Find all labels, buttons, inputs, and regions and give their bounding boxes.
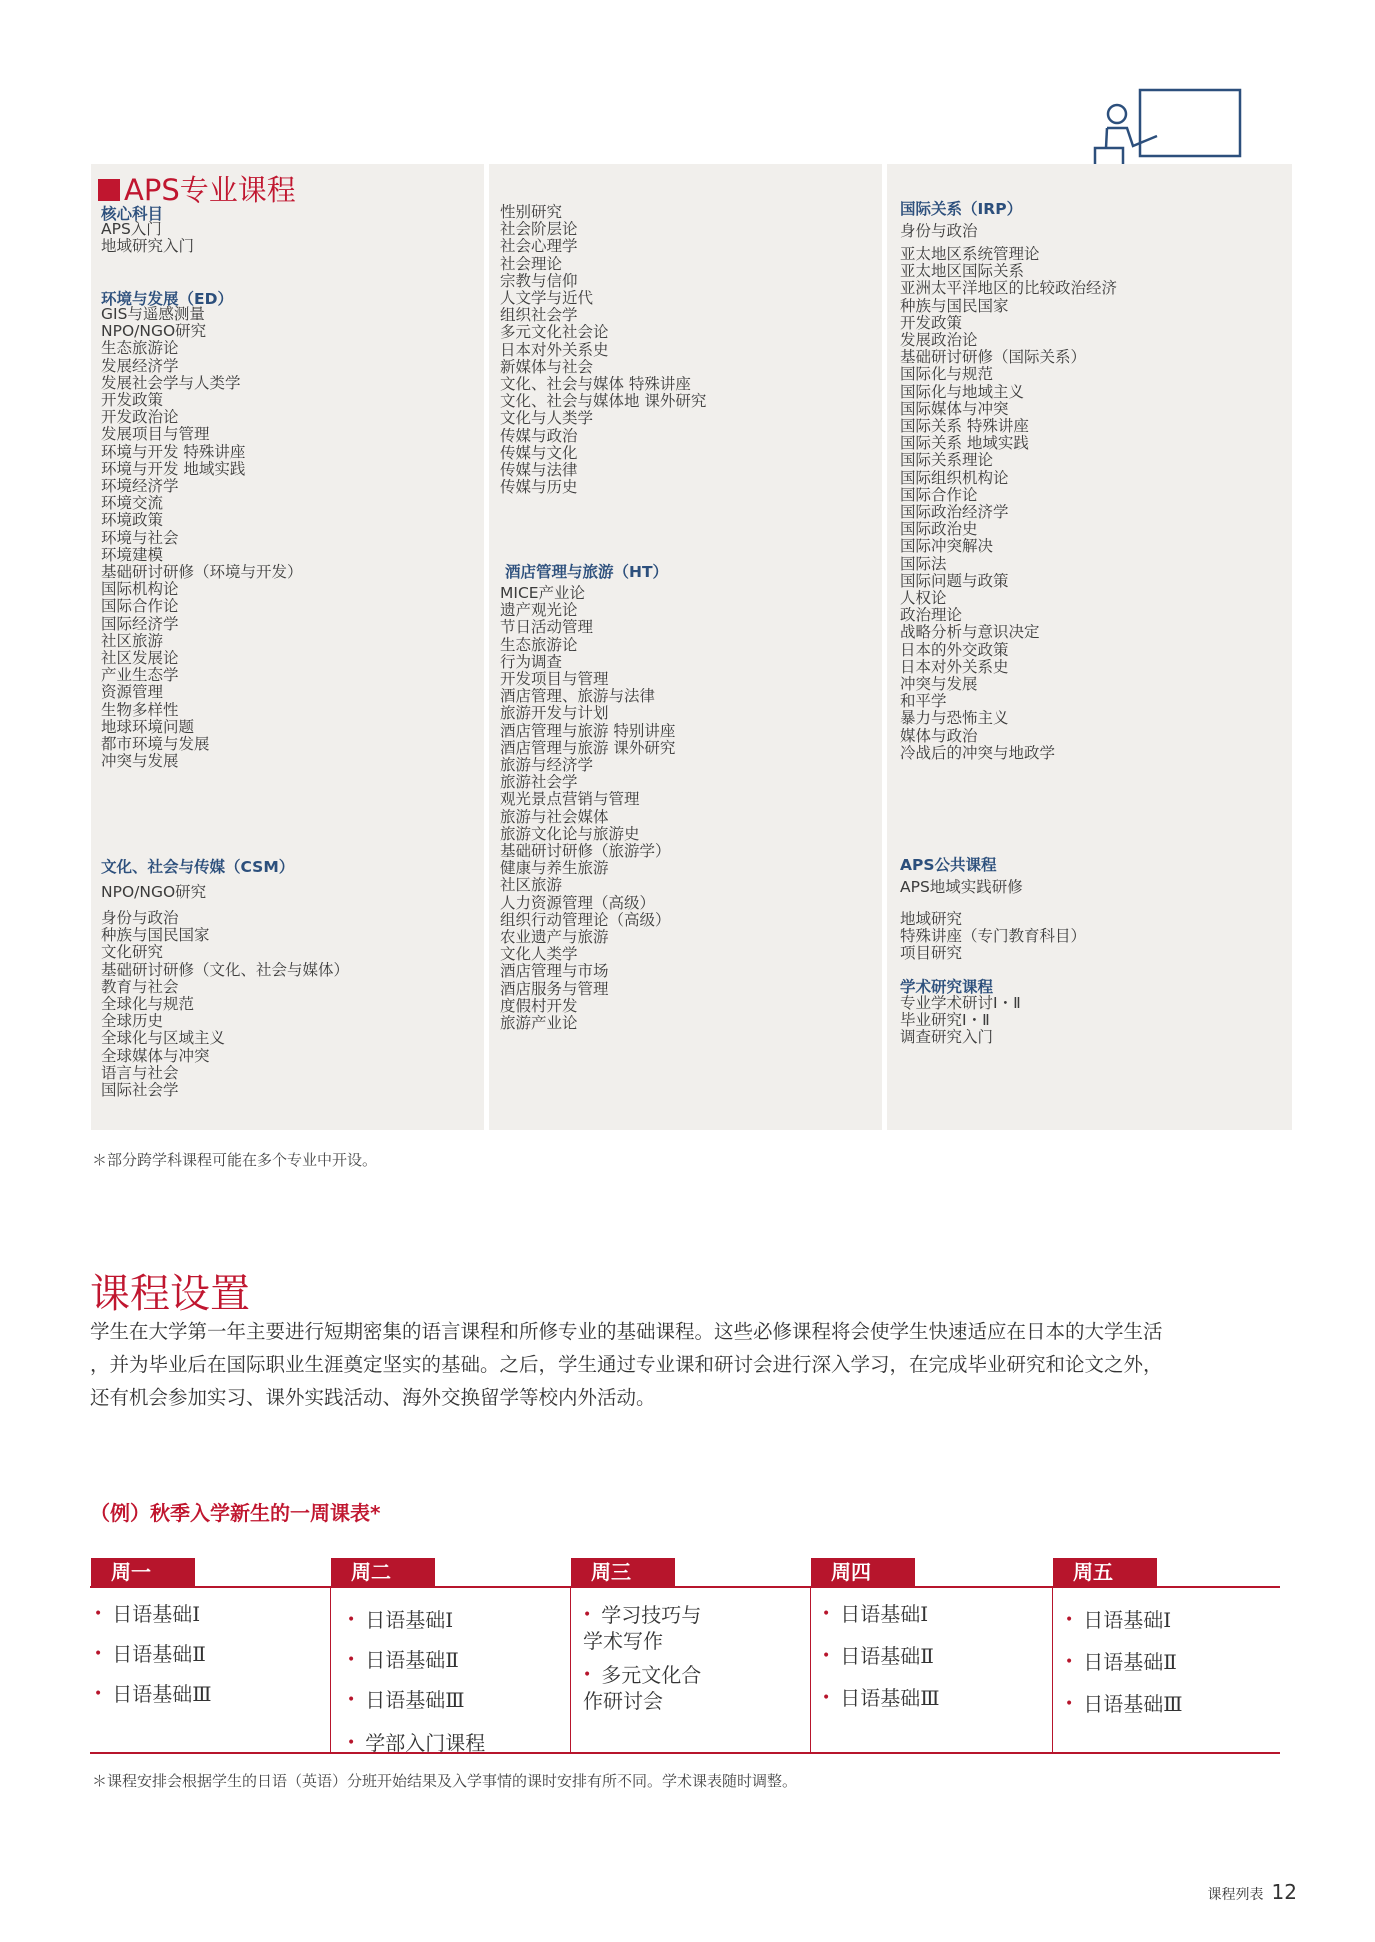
list-item: 社会心理学 [500,237,578,256]
timetable-title: （例）秋季入学新生的一周课表* [90,1501,381,1525]
list-item: 种族与国民国家 [900,296,1009,315]
list-item: 国际化与地域主义 [900,382,1025,401]
day-tab-thu: 周四 [811,1558,915,1586]
list-item: 特殊讲座（专门教育科目） [900,927,1087,946]
day-divider [1052,1588,1053,1753]
timetable-entry: • 日语基础Ⅲ [347,1688,465,1712]
list-item: 全球化与区域主义 [101,1029,226,1048]
list-item: 人力资源管理（高级） [500,893,656,912]
day-divider [570,1588,571,1753]
list-item: 地域研究入门 [101,237,195,256]
list-item: 农业遗产与旅游 [500,928,609,947]
list-item: 国际媒体与冲突 [900,399,1009,418]
list-item: 旅游产业论 [500,1014,578,1033]
list-item: 日本对外关系史 [900,657,1009,676]
list-item: 亚太地区国际关系 [900,262,1025,281]
common-heading: APS公共课程 [900,856,997,874]
irp-heading: 国际关系（IRP） [900,200,1023,218]
list-item: 多元文化社会论 [500,323,609,342]
list-item: 生态旅游论 [101,339,179,358]
paragraph-line: 还有机会参加实习、课外实践活动、海外交换留学等校内外活动。 [90,1386,656,1409]
list-item: 开发政策 [900,313,963,332]
list-item: 社区旅游 [500,876,563,895]
list-item: 地域研究 [900,910,963,928]
list-item: 基础研讨研修（旅游学） [500,842,671,861]
footer-label: 课程列表 [1207,1887,1264,1903]
page-footer [1208,1880,1297,1904]
irp-lead [900,223,978,240]
list-item: 旅游开发与计划 [500,704,609,723]
list-item: 人权论 [900,589,947,608]
list-item: 旅游文化论与旅游史 [500,824,640,843]
list-item: 国际法 [900,554,947,573]
list-item: APS入门 [101,220,162,238]
list-item: 社会阶层论 [500,220,578,239]
list-item: 专业学术研讨Ⅰ・Ⅱ [900,994,1021,1012]
section-title: 课程设置 [90,1271,250,1317]
list-item: 亚太地区系统管理论 [900,245,1040,263]
core-subjects-list [101,221,194,255]
list-item: 亚洲太平洋地区的比较政治经济 [900,279,1118,298]
list-item: 组织行动管理论（高级） [500,910,671,929]
timetable-entry: • 多元文化合 作研讨会 [583,1663,702,1713]
list-item: 度假村开发 [500,996,578,1015]
list-item: 酒店管理与市场 [500,962,609,981]
list-item: GIS与遥感测量 [101,305,205,323]
list-item: 冲突与发展 [101,752,179,771]
list-item: 环境与开发 地域实践 [101,459,246,478]
list-item: 全球历史 [101,1012,164,1031]
paragraph-line: 学生在大学第一年主要进行短期密集的语言课程和所修专业的基础课程。这些必修课程将会使学生快速适应在日本的大学生活 [90,1320,1163,1343]
list-item: 酒店服务与管理 [500,979,609,998]
list-item: 环境与社会 [101,528,179,547]
aps-courses-title: APS专业课程 [98,168,296,209]
list-item: 媒体与政治 [900,726,978,745]
list-item: 传媒与政治 [500,426,578,445]
list-item: 遗产观光论 [500,601,578,620]
timetable-entry: • 日语基础Ⅰ [94,1602,201,1626]
list-item: 语言与社会 [101,1063,179,1082]
list-item: MICE产业论 [500,584,586,602]
timetable-top-rule [90,1586,1280,1588]
list-item: 基础研讨研修（国际关系） [900,348,1087,367]
list-item: 战略分析与意识决定 [900,623,1040,642]
timetable-entry: • 日语基础Ⅰ [347,1608,454,1632]
list-item: 文化与人类学 [500,409,594,428]
ht-heading: 酒店管理与旅游（HT） [505,563,669,581]
list-item: 宗教与信仰 [500,271,578,290]
list-item: 节日活动管理 [500,618,594,637]
list-item: 发展社会学与人类学 [101,373,241,392]
timetable-entry: • 学习技巧与 学术写作 [583,1603,702,1653]
list-item: 文化研究 [101,943,164,962]
list-item: 都市环境与发展 [101,735,210,754]
list-item: 国际冲突解决 [900,537,994,556]
academic-list [900,995,1021,1047]
list-item: 国际关系 特殊讲座 [900,417,1029,436]
list-item: 酒店管理与旅游 课外研究 [500,738,676,757]
day-tab-tue: 周二 [331,1558,435,1586]
list-item: 环境交流 [101,494,164,513]
list-item: 性别研究 [500,203,563,221]
csm-list [101,910,349,1099]
list-item: 国际政治史 [900,520,978,539]
list-item: 国际组织机构论 [900,468,1009,487]
list-item: 教育与社会 [101,977,179,996]
list-item: 日本对外关系史 [500,340,609,359]
ht-list [500,585,675,1032]
list-item: 酒店管理与旅游 特别讲座 [500,721,676,740]
list-item: 身份与政治 [900,222,978,240]
day-tab-fri: 周五 [1053,1558,1157,1586]
timetable-entry: • 日语基础Ⅱ [1065,1650,1177,1674]
list-item: 国际关系 地域实践 [900,434,1029,453]
list-item: 政治理论 [900,606,963,625]
list-item: 开发政策 [101,391,164,410]
ed-heading: 环境与发展（ED） [101,290,233,308]
list-item: 国际机构论 [101,580,179,599]
list-item: 地球环境问题 [101,717,195,736]
list-item: 毕业研究Ⅰ・Ⅱ [900,1011,990,1030]
day-divider [330,1588,331,1753]
timetable-entry: • 学部入门课程 [347,1731,486,1755]
list-item: 文化、社会与媒体 特殊讲座 [500,375,691,394]
timetable-note: ＊课程安排会根据学生的日语（英语）分班开始结果及入学事情的课时安排有所不同。学术课表随时调整。 [92,1772,798,1790]
list-item: 文化人类学 [500,945,578,964]
list-item: 国际社会学 [101,1081,179,1100]
list-item: 资源管理 [101,683,164,702]
list-item: 旅游与经济学 [500,756,594,775]
list-item: 社区发展论 [101,649,179,668]
list-item: 国际经济学 [101,614,179,633]
csm-lead [101,884,206,901]
courses-note: ＊部分跨学科课程可能在多个专业中开设。 [92,1151,378,1169]
list-item: 发展项目与管理 [101,425,210,444]
list-item: 冲突与发展 [900,675,978,694]
list-item: 社区旅游 [101,631,164,650]
timetable-entry: • 日语基础Ⅰ [1065,1608,1172,1632]
list-item: 生态旅游论 [500,635,578,654]
list-item: 冷战后的冲突与地政学 [900,743,1056,762]
list-item: 项目研究 [900,944,963,963]
list-item: 国际关系理论 [900,451,994,470]
list-item: 观光景点营销与管理 [500,790,640,809]
list-item: 生物多样性 [101,700,179,719]
list-item: 发展政治论 [900,331,978,350]
list-item: 健康与养生旅游 [500,859,609,878]
list-item: 社会理论 [500,254,563,273]
list-item: 人文学与近代 [500,289,594,308]
list-item: 国际合作论 [101,597,179,616]
timetable-entry: • 日语基础Ⅱ [822,1644,934,1668]
list-item: APS地域实践研修 [900,878,1023,896]
timetable-entry: • 日语基础Ⅲ [822,1686,940,1710]
csm-heading: 文化、社会与传媒（CSM） [101,858,295,876]
academic-heading: 学术研究课程 [900,978,994,996]
list-item: NPO/NGO研究 [101,883,207,901]
list-item: 传媒与法律 [500,461,578,480]
timetable-entry: • 日语基础Ⅱ [347,1648,459,1672]
list-item: 调查研究入门 [900,1028,994,1047]
list-item: 环境建模 [101,545,164,564]
day-tab-mon: 周一 [91,1558,195,1586]
list-item: 开发政治论 [101,408,179,427]
list-item: 环境政策 [101,511,164,530]
list-item: 基础研讨研修（文化、社会与媒体） [101,960,350,979]
list-item: 传媒与历史 [500,478,578,497]
list-item: 产业生态学 [101,666,179,685]
list-item: 国际问题与政策 [900,571,1009,590]
timetable-entry: • 日语基础Ⅲ [1065,1692,1183,1716]
ed-list [101,306,303,770]
common-lead [900,879,1023,896]
timetable-bottom-rule [90,1752,1280,1754]
list-item: 开发项目与管理 [500,670,609,689]
list-item: 身份与政治 [101,909,179,927]
timetable-entry: • 日语基础Ⅰ [822,1602,929,1626]
list-item: 日本的外交政策 [900,640,1009,659]
list-item: 文化、社会与媒体地 课外研究 [500,392,707,411]
page-number: 12 [1271,1880,1297,1904]
list-item: 全球媒体与冲突 [101,1046,210,1065]
list-item: 组织社会学 [500,306,578,325]
list-item: 国际化与规范 [900,365,994,384]
timetable-entry: • 日语基础Ⅲ [94,1682,212,1706]
day-divider [810,1588,811,1753]
day-tab-wed: 周三 [571,1558,675,1586]
list-item: 和平学 [900,692,947,711]
list-item: 种族与国民国家 [101,926,210,945]
list-item: 国际合作论 [900,485,978,504]
title-square-icon [98,179,120,201]
list-item: 行为调查 [500,652,563,671]
timetable-entry: • 日语基础Ⅱ [94,1642,206,1666]
list-item: 发展经济学 [101,356,179,375]
list-item: 暴力与恐怖主义 [900,709,1009,728]
list-item: 国际政治经济学 [900,503,1009,522]
list-item: 全球化与规范 [101,995,195,1014]
list-item: 传媒与文化 [500,443,578,462]
core-subjects-heading: 核心科目 [101,205,164,223]
list-item: 基础研讨研修（环境与开发） [101,563,303,582]
list-item: 酒店管理、旅游与法律 [500,687,656,706]
list-item: NPO/NGO研究 [101,322,207,341]
list-item: 新媒体与社会 [500,357,594,376]
list-item: 旅游社会学 [500,773,578,792]
list-item: 环境经济学 [101,477,179,496]
csm-continued-list [500,204,706,496]
common-list [900,911,1086,963]
paragraph-line: ，并为毕业后在国际职业生涯奠定坚实的基础。之后，学生通过专业课和研讨会进行深入学习，在完成毕业研究和论文之外， [90,1353,1163,1376]
section-paragraph [90,1315,1280,1414]
list-item: 环境与开发 特殊讲座 [101,442,246,461]
irp-list [900,246,1117,762]
list-item: 旅游与社会媒体 [500,807,609,826]
